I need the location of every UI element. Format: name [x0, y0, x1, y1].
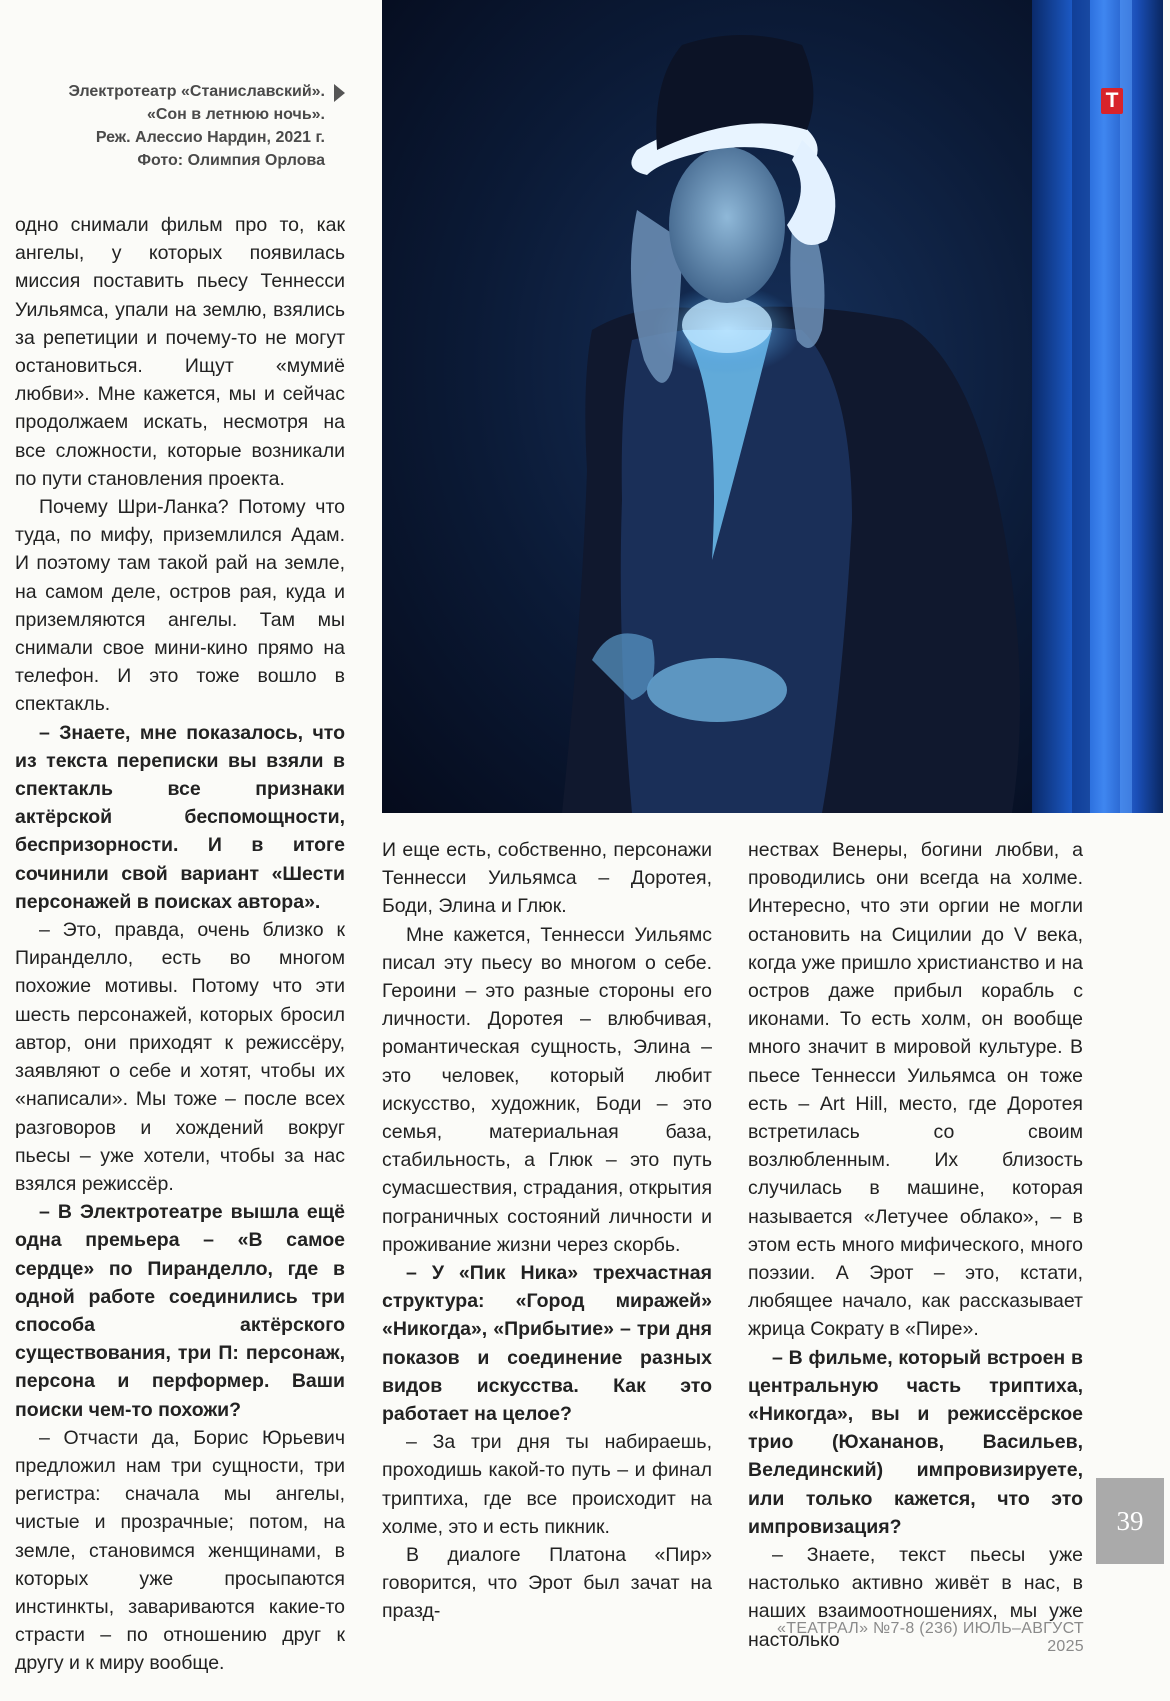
paragraph: – Это, правда, очень близко к Пиранделло, есть во многом похожие мотивы. Потому что эти шесть персонажей, которых бросил автор, они приходят к режиссёру, заявляют о себе и хотят, чтобы их «написали». Мы тоже – после всех разговоров и хождений вокруг пьесы – уже хотели, чтобы за нас взялся режиссёр.	[15, 919, 345, 1195]
text-column-1	[15, 211, 345, 1678]
caption-line: Реж. Алессио Нардин, 2021 г.	[95, 129, 325, 146]
paragraph: Мне кажется, Теннесси Уильямс писал эту пьесу во многом о себе. Героини – это разные стороны его личности. Доротея – влюбчивая, романтическая сущность, Элина – это человек, который любит искусство, художник, Боди – это семья, материальная база, стабильность, а Глюк – это путь сумасшествия, страдания, открытия пограничных состояний личности и проживание жизни через скорбь.	[382, 923, 712, 1256]
paragraph: нествах Венеры, богини любви, а проводились они всегда на холме. Интересно, что эти оргии не могли остановить на Сицилии до V века, когда уже пришло христианство и на остров даже прибыл корабль с иконами. То есть холм, он вообще много значит в мировой культуре. В пьесе Теннесси Уильямса он тоже есть – Art Hill, место, где Доротея встретилась со своим возлюбленным. Их близость случилась в машине, которая называется «Летучее облако», – в этом есть много мифического, много поэзии. А Эрот – это, кстати, любящее начало, как рассказывает жрица Сократу в «Пире».	[748, 839, 1083, 1341]
page-number: 39	[1096, 1478, 1164, 1564]
paragraph: В диалоге Платона «Пир» говорится, что Эрот был зачат на празд-	[382, 1544, 712, 1623]
paragraph: Почему Шри-Ланка? Потому что туда, по мифу, приземлился Адам. И поэтому там такой рай на земле, на самом деле, остров рая, куда и приземляются ангелы. Там мы снимали свое мини-кино прямо на телефон. И это тоже вошло в спектакль.	[15, 496, 345, 716]
text-column-3	[748, 836, 1083, 1654]
paragraph: – За три дня ты набираешь, проходишь какой-то путь – и финал триптиха, где все происходит на холме, это и есть пикник.	[382, 1431, 712, 1538]
caption-line: Электротеатр «Станиславский».	[68, 83, 325, 100]
paragraph: И еще есть, собственно, персонажи Теннесси Уильямса – Доротея, Боди, Элина и Глюк.	[382, 839, 712, 918]
stage-photo	[382, 0, 1163, 813]
paragraph: – Отчасти да, Борис Юрьевич предложил нам три сущности, три регистра: сначала мы ангелы, чистые и прозрачные; потом, на земле, становимся женщинами, в которых уже просыпаются инстинкты, завариваются какие-то страсти – по отношению друг к другу и к миру вообще.	[15, 1426, 345, 1675]
interview-question: – В фильме, который встроен в центральную часть триптиха, «Никогда», вы и режиссёрское трио (Юхананов, Васильев, Велединский) импровизируете, или только кажется, что это импровизация?	[748, 1346, 1083, 1538]
interview-question: – В Электротеатре вышла ещё одна премьера – «В самое сердце» по Пиранделло, где в одной работе соединились три способа актёрского существования, три П: персонаж, персона и перформер. Ваши поиски чем-то похожи?	[15, 1201, 345, 1421]
caption-arrow-icon	[334, 84, 345, 102]
actress-illustration	[382, 0, 1163, 813]
magazine-logo: Т	[1101, 88, 1123, 114]
text-column-2	[382, 836, 712, 1626]
paragraph: – Знаете, текст пьесы уже настолько активно живёт в нас, в наших взаимоотношениях, мы уже настолько	[748, 1544, 1083, 1651]
caption-line: Фото: Олимпия Орлова	[137, 152, 325, 169]
paragraph: одно снимали фильм про то, как ангелы, у которых появилась миссия поставить пьесу Теннесси Уильямса, упали на землю, взялись за репетиции и почему-то не могут остановиться. Ищут «мумиё любви». Мне кажется, мы и сейчас продолжаем искать, несмотря на все сложности, которые возникали по пути становления проекта.	[15, 214, 345, 490]
photo-caption	[30, 80, 325, 172]
caption-line: «Сон в летнюю ночь».	[146, 106, 325, 123]
interview-question: – У «Пик Ника» трехчастная структура: «Город миражей» «Никогда», «Прибытие» – три дня показов и соединение разных видов искусства. Как это работает на целое?	[382, 1262, 712, 1426]
interview-question: – Знаете, мне показалось, что из текста переписки вы взяли в спектакль все признаки актёрской беспомощности, беспризорности. И в итоге сочинили свой вариант «Шести персонажей в поисках автора».	[15, 721, 345, 913]
magazine-footer: «ТЕАТРАЛ» №7-8 (236) ИЮЛЬ–АВГУСТ 2025	[777, 1620, 1084, 1655]
